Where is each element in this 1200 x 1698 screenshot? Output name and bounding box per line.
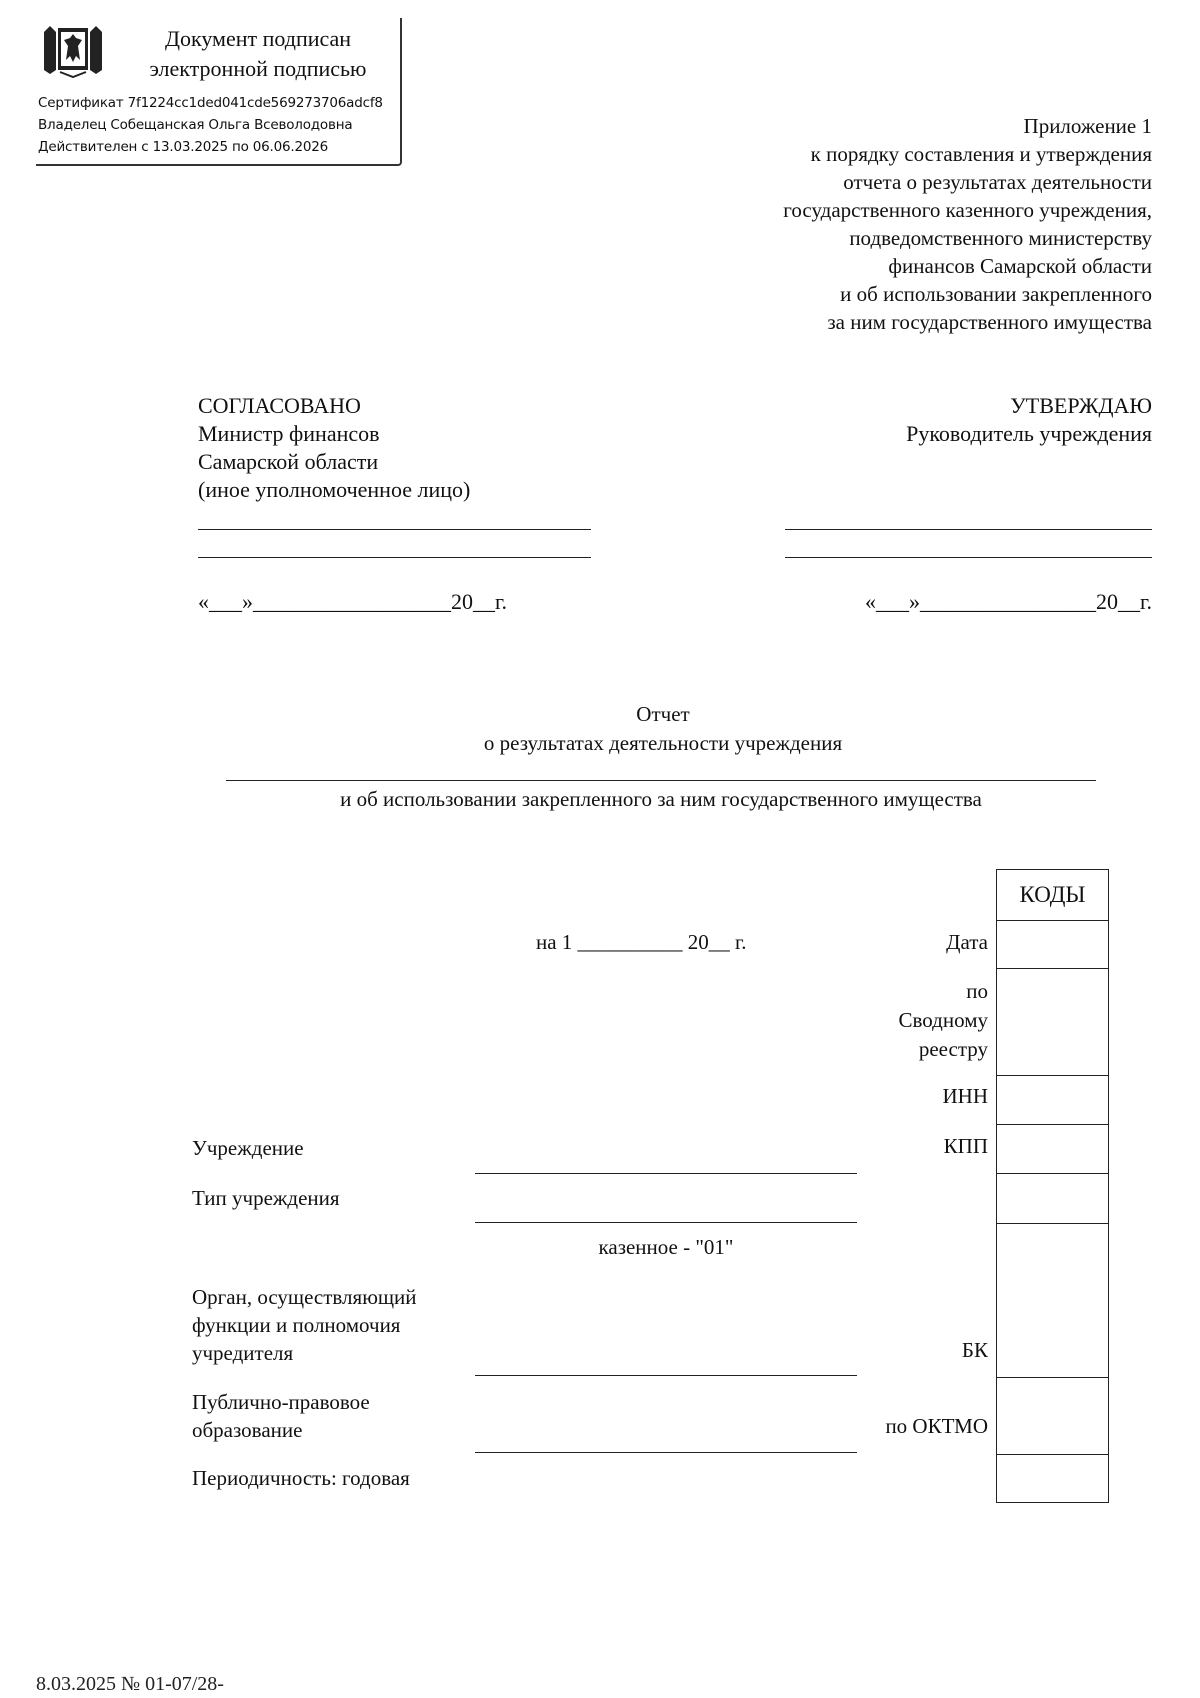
- agreed-line1: Министр финансов: [198, 421, 380, 446]
- agreed-heading: СОГЛАСОВАНО: [198, 393, 361, 418]
- field-line-institution: [475, 1173, 857, 1174]
- approve-line1: Руководитель учреждения: [906, 421, 1152, 446]
- appendix-line: отчета о результатах деятельности: [843, 170, 1152, 194]
- approve-block: [906, 392, 1152, 448]
- agreed-line3: (иное уполномоченное лицо): [198, 477, 471, 502]
- approve-date: «___»________________20__г.: [864, 589, 1152, 614]
- code-label-registry-1: по: [966, 979, 988, 1003]
- samara-coat-of-arms-icon: [40, 22, 106, 78]
- footer-registration-number: 8.03.2025 № 01-07/28-: [36, 1673, 224, 1695]
- field-label-periodicity: Периодичность: годовая: [192, 1466, 410, 1490]
- field-line-type: [475, 1222, 857, 1223]
- codes-cell-inn: [997, 1075, 1108, 1076]
- codes-cell-bk: [997, 1223, 1108, 1224]
- appendix-line: подведомственного министерству: [849, 226, 1152, 250]
- codes-cell-date: [997, 920, 1108, 921]
- field-label-public-2: образование: [192, 1418, 303, 1442]
- agreed-signature-line: [198, 529, 591, 530]
- field-label-institution: Учреждение: [192, 1136, 304, 1160]
- institution-name-line: [226, 780, 1096, 781]
- code-label-date: Дата: [946, 930, 988, 954]
- certificate-validity: Действителен с 13.03.2025 по 06.06.2026: [38, 139, 329, 155]
- field-label-public-1: Публично-правовое: [192, 1390, 370, 1414]
- codes-cell-kpp: [997, 1124, 1108, 1125]
- field-label-organ-3: учредителя: [192, 1341, 294, 1365]
- codes-cell-periodicity: [997, 1454, 1108, 1455]
- codes-table: [996, 869, 1109, 1503]
- field-line-public: [475, 1452, 857, 1453]
- codes-cell-oktmo: [997, 1377, 1108, 1378]
- appendix-line: финансов Самарской области: [888, 254, 1152, 278]
- approve-signature-line: [785, 529, 1152, 530]
- code-label-kpp: КПП: [943, 1134, 988, 1158]
- agreed-date: «___»__________________20__г.: [198, 589, 508, 614]
- field-label-organ-2: функции и полномочия: [192, 1313, 401, 1337]
- field-label-type: Тип учреждения: [192, 1186, 340, 1210]
- code-label-registry-3: реестру: [918, 1037, 988, 1061]
- field-label-public: [192, 1388, 370, 1444]
- approve-heading: УТВЕРЖДАЮ: [1010, 393, 1152, 418]
- stamp-title: [118, 24, 398, 84]
- agreed-block: [198, 392, 470, 504]
- code-label-registry-2: Сводному: [898, 1008, 988, 1032]
- approve-name-line: [785, 557, 1152, 558]
- appendix-line: Приложение 1: [1023, 114, 1152, 138]
- appendix-line: к порядку составления и утверждения: [810, 142, 1152, 166]
- report-subtitle: о результатах деятельности учреждения: [483, 731, 843, 755]
- appendix-line: и об использовании закрепленного: [840, 282, 1152, 306]
- code-label-oktmo: по ОКТМО: [885, 1414, 988, 1438]
- code-label-registry: [899, 977, 989, 1064]
- field-line-organ: [475, 1375, 857, 1376]
- stamp-title-line1: Документ подписан: [164, 26, 352, 51]
- agreed-line2: Самарской области: [198, 449, 379, 474]
- field-type-value: казенное - "01": [598, 1235, 734, 1259]
- appendix-line: за ним государственного имущества: [827, 310, 1152, 334]
- codes-header: КОДЫ: [1019, 882, 1086, 907]
- codes-cell-type: [997, 1173, 1108, 1174]
- report-subtitle-2: и об использовании закрепленного за ним государственного имущества: [340, 787, 982, 811]
- certificate-number: Сертификат 7f1224cc1ded041cde569273706adcf8: [38, 95, 383, 111]
- field-label-organ-1: Орган, осуществляющий: [192, 1285, 417, 1309]
- certificate-owner: Владелец Собещанская Ольга Всеволодовна: [38, 117, 353, 133]
- code-label-inn: ИНН: [942, 1084, 988, 1108]
- report-date-line: на 1 __________ 20__ г.: [536, 930, 747, 954]
- appendix-block: [592, 112, 1152, 336]
- codes-cell-registry: [997, 968, 1108, 969]
- agreed-name-line: [198, 557, 591, 558]
- report-title: Отчет: [636, 702, 690, 726]
- field-label-organ: [192, 1283, 417, 1367]
- stamp-title-line2: электронной подписью: [149, 56, 367, 81]
- appendix-line: государственного казенного учреждения,: [783, 198, 1152, 222]
- code-label-bk: БК: [961, 1338, 988, 1362]
